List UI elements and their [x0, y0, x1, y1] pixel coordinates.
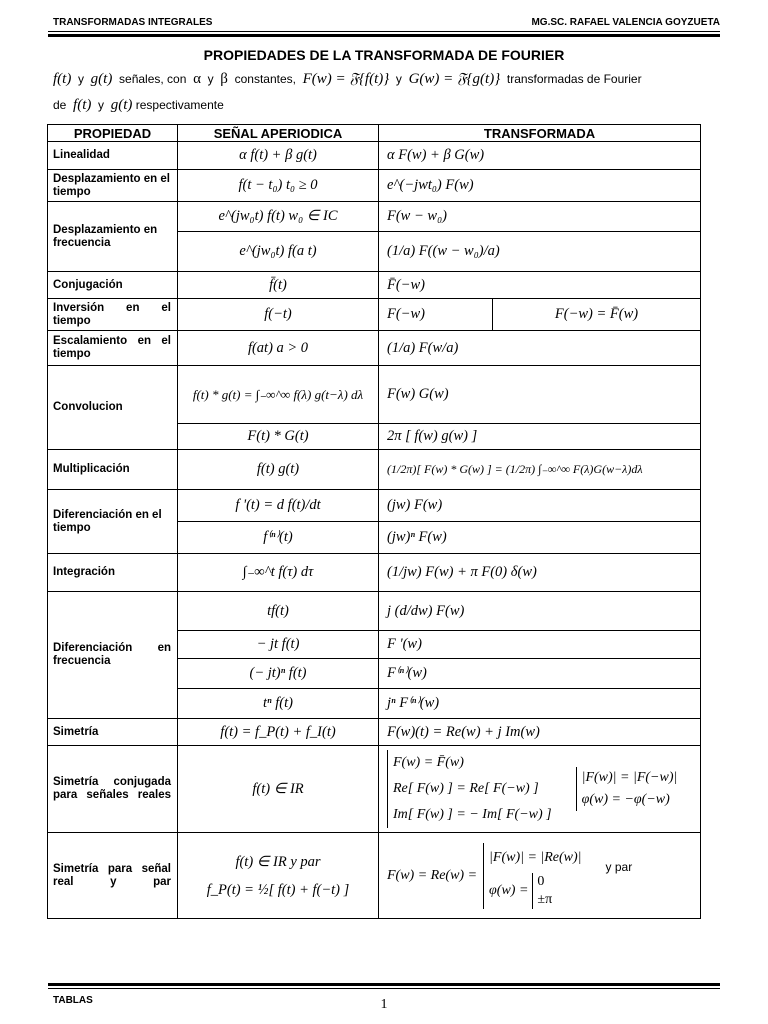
- page-title: PROPIEDADES DE LA TRANSFORMADA DE FOURIER: [203, 47, 565, 63]
- table-row: [48, 592, 701, 631]
- property-cell: Desplazamiento en el tiempo: [48, 170, 178, 202]
- transform-cell: F(w)(t) = Re(w) + j Im(w): [379, 719, 701, 746]
- property-cell: Conjugación: [48, 272, 178, 299]
- signal-cell: f(t − t₀) t₀ ≥ 0: [178, 170, 379, 202]
- table-row: [48, 142, 701, 170]
- header-right: MG.SC. RAFAEL VALENCIA GOYZUETA: [531, 17, 720, 28]
- property-cell: Escalamiento en el tiempo: [48, 331, 178, 366]
- transform-cell: (1/2π)[ F(w) * G(w) ] = (1/2π) ∫₋∞^∞ F(λ)G(w−λ)dλ: [379, 450, 701, 490]
- transform-cell: [379, 833, 701, 919]
- transform-cell: F(w − w₀): [379, 202, 701, 232]
- table-row: [48, 746, 701, 833]
- signal-cell: ∫₋∞^t f(τ) dτ: [178, 554, 379, 592]
- table-row: [48, 272, 701, 299]
- signal-cell: e^(jw₀t) f(t) w₀ ∈ IC: [178, 202, 379, 232]
- symmetry-line: F(w) = F̄(w): [393, 755, 464, 770]
- table-header-row: [48, 125, 701, 142]
- property-cell: Integración: [48, 554, 178, 592]
- intro-f: f(t): [53, 71, 72, 87]
- property-cell: Multiplicación: [48, 450, 178, 490]
- transform-cell: (1/a) F(w/a): [379, 331, 701, 366]
- transform-cell: F⁽ⁿ⁾(w): [379, 659, 701, 689]
- transform-cell: (jw) F(w): [379, 490, 701, 522]
- properties-table: [47, 124, 701, 919]
- transform-cell: (1/jw) F(w) + π F(0) δ(w): [379, 554, 701, 592]
- transform-cell: j (d/dw) F(w): [379, 592, 701, 631]
- signal-cell: (− jt)ⁿ f(t): [178, 659, 379, 689]
- transform-cell: [379, 746, 701, 833]
- property-cell: Inversión en el tiempo: [48, 299, 178, 331]
- signal-cell: f⁽ⁿ⁾(t): [178, 522, 379, 554]
- transform-cell: jⁿ F⁽ⁿ⁾(w): [379, 689, 701, 719]
- col-header-property: PROPIEDAD: [48, 125, 178, 142]
- property-cell: Convolucion: [48, 366, 178, 450]
- signal-cell: f(t) g(t): [178, 450, 379, 490]
- col-header-signal: SEÑAL APERIODICA: [178, 125, 379, 142]
- intro-F-def: F(w) = 𝔉{f(t)}: [302, 71, 390, 87]
- footer-rule-thin: [48, 988, 720, 989]
- intro-G-def: G(w) = 𝔉{g(t)}: [408, 71, 501, 87]
- intro-beta: β: [220, 71, 228, 87]
- intro-alpha: α: [193, 71, 201, 87]
- symmetry-line: |F(w)| = |F(−w)|: [581, 770, 678, 785]
- signal-cell: tf(t): [178, 592, 379, 631]
- transform-cell: F(w) G(w): [379, 366, 701, 424]
- table-row: [48, 490, 701, 522]
- intro-line-2: de f(t) y g(t) respectivamente: [53, 97, 224, 113]
- property-cell: Diferenciación en el tiempo: [48, 490, 178, 554]
- transform-extra-cell: F(−w) = F̄(w): [493, 299, 701, 331]
- table-row: [48, 833, 701, 919]
- symmetry-line: Im[ F(w) ] = − Im[ F(−w) ]: [393, 807, 552, 822]
- signal-cell: [178, 833, 379, 919]
- signal-line: f_P(t) = ½[ f(t) + f(−t) ]: [206, 881, 350, 898]
- transform-cell: (jw)ⁿ F(w): [379, 522, 701, 554]
- table-row: [48, 719, 701, 746]
- table-row: [48, 299, 701, 331]
- table-row: [48, 366, 701, 424]
- signal-line: f(t) ∈ IR y par: [235, 853, 321, 870]
- symmetry-line: φ(w) = −φ(−w): [581, 792, 670, 807]
- property-cell: Simetría para señal real y par: [48, 833, 178, 919]
- transform-cell: 2π [ f(w) g(w) ]: [379, 424, 701, 450]
- header-rule-thin: [48, 31, 720, 32]
- signal-cell: f(t) = f_P(t) + f_I(t): [178, 719, 379, 746]
- brace-group: [576, 767, 678, 811]
- signal-cell: f(at) a > 0: [178, 331, 379, 366]
- signal-cell: f̄(t): [178, 272, 379, 299]
- property-cell: Simetría conjugada para señales reales: [48, 746, 178, 833]
- symmetry-line: |F(w)| = |Re(w)|: [489, 849, 582, 865]
- footer-left: TABLAS: [53, 995, 93, 1006]
- intro-line-1: f(t) y g(t) señales, con α y β constantes, F(w) = 𝔉{f(t)} y G(w) = 𝔉{g(t)} transformadas de Fourier: [53, 71, 642, 87]
- transform-cell: F(−w): [379, 299, 493, 331]
- signal-cell: e^(jw₀t) f(a t): [178, 232, 379, 272]
- signal-cell: f(−t): [178, 299, 379, 331]
- transform-note: y par: [605, 859, 633, 874]
- table-row: [48, 450, 701, 490]
- header-rule-thick: [48, 34, 720, 37]
- table-row: [48, 202, 701, 232]
- transform-lead: F(w) = Re(w) =: [387, 867, 478, 883]
- signal-cell: f(t) ∈ IR: [178, 746, 379, 833]
- transform-cell: α F(w) + β G(w): [379, 142, 701, 170]
- property-cell: Diferenciación en frecuencia: [48, 592, 178, 719]
- signal-cell: tⁿ f(t): [178, 689, 379, 719]
- page-number: 1: [380, 997, 388, 1012]
- table-row: [48, 554, 701, 592]
- transform-cell: e^(−jwt₀) F(w): [379, 170, 701, 202]
- transform-cell: F̄(−w): [379, 272, 701, 299]
- symmetry-line: Re[ F(w) ] = Re[ F(−w) ]: [393, 781, 539, 796]
- property-cell: Linealidad: [48, 142, 178, 170]
- signal-cell: f(t) * g(t) = ∫₋∞^∞ f(λ) g(t−λ) dλ: [178, 366, 379, 424]
- intro-g: g(t): [90, 71, 113, 87]
- transform-cell: F '(w): [379, 631, 701, 659]
- signal-cell: − jt f(t): [178, 631, 379, 659]
- footer-rule-thick: [48, 983, 720, 986]
- signal-cell: α f(t) + β g(t): [178, 142, 379, 170]
- phase-line: φ(w) = 0 ±π: [489, 873, 553, 907]
- phase-cases: 0 ±π: [532, 873, 552, 909]
- table-row: [48, 170, 701, 202]
- property-cell: Desplazamiento en frecuencia: [48, 202, 178, 272]
- header-left: TRANSFORMADAS INTEGRALES: [53, 17, 213, 28]
- transform-cell: (1/a) F((w − w₀)/a): [379, 232, 701, 272]
- signal-cell: F(t) * G(t): [178, 424, 379, 450]
- col-header-transform: TRANSFORMADA: [379, 125, 701, 142]
- brace-group: [483, 843, 581, 909]
- table-row: [48, 331, 701, 366]
- property-cell: Simetría: [48, 719, 178, 746]
- brace-group: [387, 750, 552, 828]
- signal-cell: f '(t) = d f(t)/dt: [178, 490, 379, 522]
